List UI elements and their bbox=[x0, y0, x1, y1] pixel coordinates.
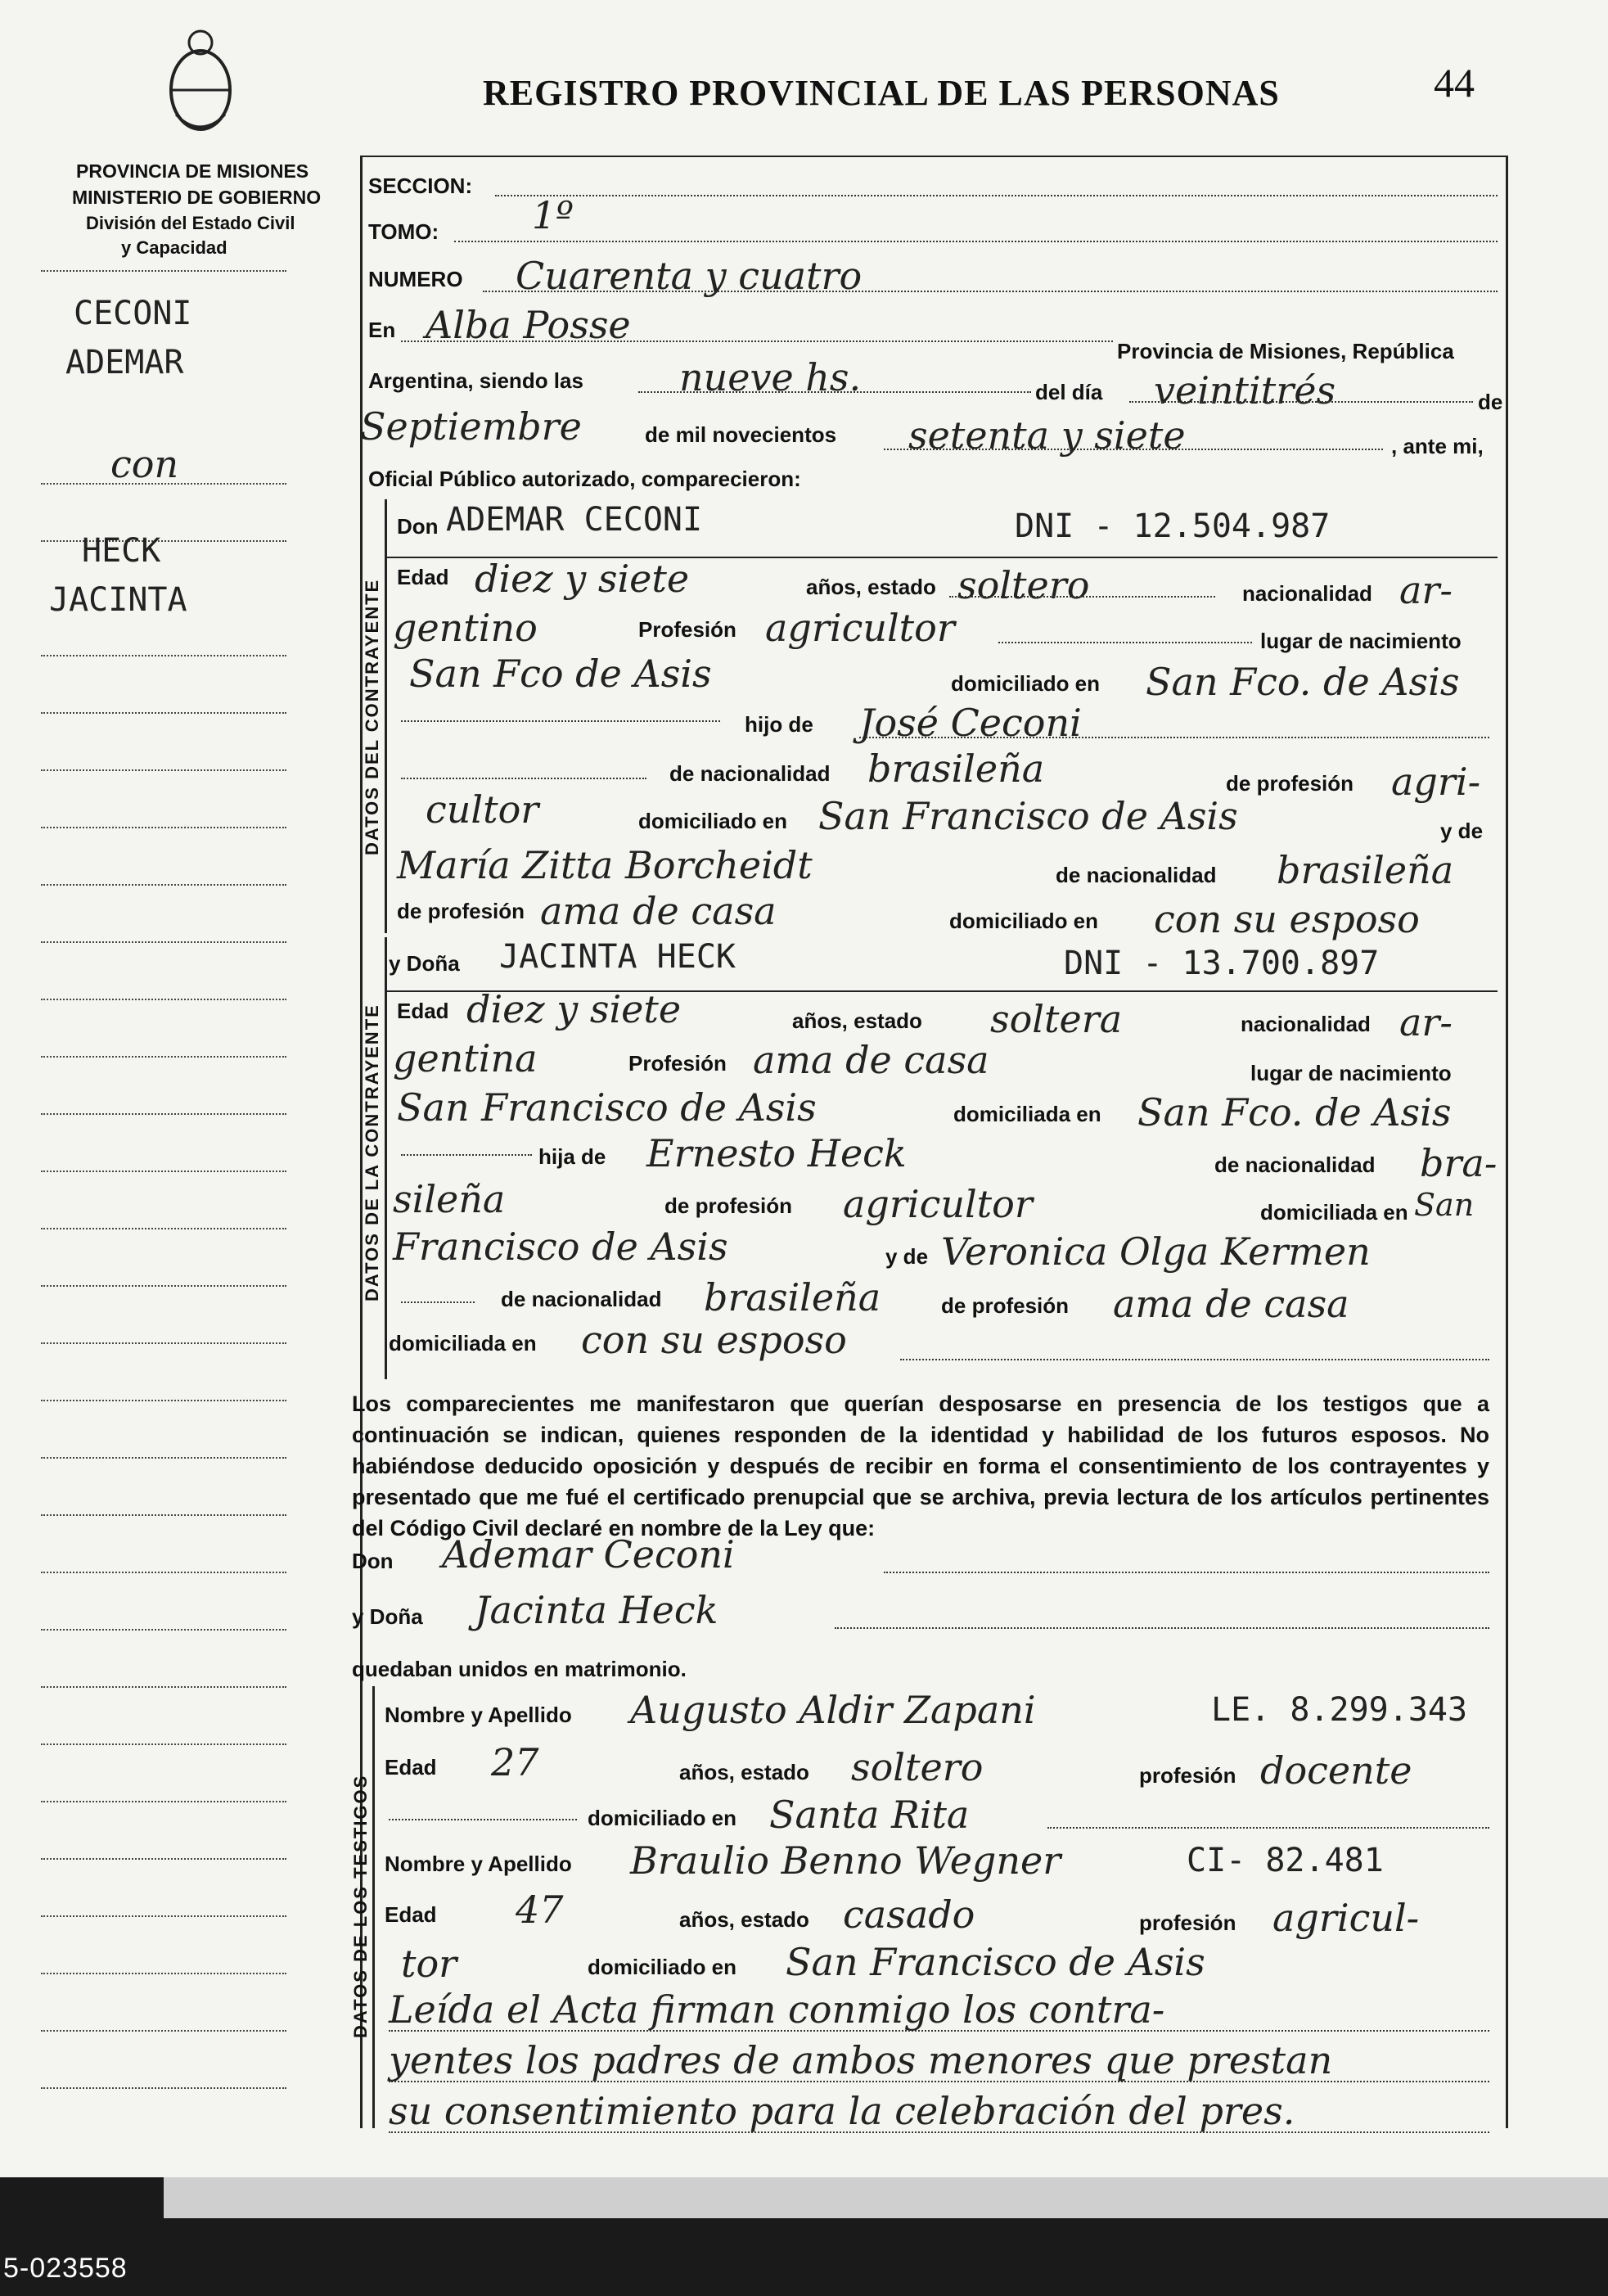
section-datos-contrayenta: DATOS DE LA CONTRAYENTE bbox=[362, 1004, 382, 1301]
label-y-de-2: y de bbox=[885, 1244, 929, 1269]
label-edad-2: Edad bbox=[397, 999, 449, 1023]
value-lugar: Alba Posse bbox=[426, 303, 631, 347]
value-don-dni: DNI - 12.504.987 bbox=[1015, 507, 1331, 545]
label-y-de-1: y de bbox=[1440, 819, 1484, 843]
label-de-nac-4: de nacionalidad bbox=[501, 1287, 662, 1311]
value-t1-estado: soltero bbox=[851, 1745, 984, 1789]
value-don-nombre: ADEMAR CECONI bbox=[446, 501, 703, 539]
value-dona-padre: Ernesto Heck bbox=[646, 1131, 907, 1175]
value-t2-nombre: Braulio Benno Wegner bbox=[630, 1838, 1061, 1883]
label-quedaban: quedaban unidos en matrimonio. bbox=[352, 1657, 687, 1681]
label-profesion-t1: profesión bbox=[1139, 1763, 1236, 1788]
coat-of-arms-icon bbox=[160, 25, 241, 139]
value-don-madre-nac: brasileña bbox=[1277, 848, 1454, 892]
value-nota-1: Leída el Acta firman conmigo los contra- bbox=[389, 1987, 1165, 2032]
label-profesion-t2: profesión bbox=[1139, 1910, 1236, 1935]
value-don-padre: José Ceconi bbox=[859, 701, 1082, 745]
label-domiciliada-3: domiciliada en bbox=[389, 1331, 537, 1355]
label-de-mil: de mil novecientos bbox=[645, 422, 837, 447]
value-don-edad: diez y siete bbox=[475, 557, 690, 601]
value-don-nac: ar- bbox=[1399, 568, 1453, 612]
value-dona-madre: Veronica Olga Kermen bbox=[941, 1229, 1371, 1274]
value-dona-nombre: JACINTA HECK bbox=[499, 938, 736, 976]
label-anos-estado-t2: años, estado bbox=[679, 1907, 809, 1932]
value-dia: veintitrés bbox=[1154, 368, 1336, 413]
label-domiciliado-2: domiciliado en bbox=[638, 809, 788, 833]
label-anos-estado-1: años, estado bbox=[806, 575, 936, 599]
margin-name-3: HECK bbox=[82, 532, 161, 570]
value-don-padre-nac: brasileña bbox=[867, 747, 1045, 791]
value-don-padre-prof-2: cultor bbox=[426, 787, 539, 832]
value-t2-estado: casado bbox=[843, 1892, 975, 1937]
value-t1-nombre: Augusto Aldir Zapani bbox=[630, 1688, 1036, 1732]
label-nacionalidad-2: nacionalidad bbox=[1241, 1012, 1371, 1036]
page-number: 44 bbox=[1434, 60, 1475, 106]
label-profesion-2: Profesión bbox=[628, 1051, 727, 1076]
value-dona-padre-nac-2: sileña bbox=[393, 1177, 506, 1221]
value-dona-padre-nac: bra- bbox=[1420, 1141, 1498, 1185]
value-nota-3: su consentimiento para la celebración del pres. bbox=[389, 2089, 1295, 2133]
label-seccion: SECCION: bbox=[368, 174, 473, 198]
label-de-1: de bbox=[1478, 390, 1503, 414]
value-decl-dona: Jacinta Heck bbox=[475, 1588, 718, 1632]
value-t1-dom: Santa Rita bbox=[769, 1793, 970, 1837]
value-t2-doc: CI- 82.481 bbox=[1187, 1842, 1384, 1879]
value-dona-padre-dom: San bbox=[1414, 1187, 1475, 1223]
label-nacionalidad-1: nacionalidad bbox=[1242, 581, 1372, 606]
label-de-prof-2: de profesión bbox=[397, 899, 525, 923]
header-division-2: y Capacidad bbox=[121, 237, 227, 258]
value-t1-edad: 27 bbox=[491, 1740, 539, 1784]
page-title: REGISTRO PROVINCIAL DE LAS PERSONAS bbox=[483, 73, 1280, 113]
value-nota-2: yentes los padres de ambos menores que prestan bbox=[389, 2038, 1333, 2082]
label-nombre-2: Nombre y Apellido bbox=[385, 1852, 572, 1876]
label-de-nac-3: de nacionalidad bbox=[1214, 1153, 1376, 1177]
label-de-prof-4: de profesión bbox=[941, 1293, 1070, 1318]
value-don-madre-prof: ama de casa bbox=[540, 889, 777, 933]
label-edad-t2: Edad bbox=[385, 1902, 437, 1927]
value-dona-madre-nac: brasileña bbox=[704, 1275, 881, 1319]
label-lugar-nac-2: lugar de nacimiento bbox=[1250, 1061, 1452, 1085]
value-don-madre: María Zitta Borcheidt bbox=[397, 843, 813, 887]
value-numero: Cuarenta y cuatro bbox=[516, 254, 863, 298]
label-domiciliado-1: domiciliado en bbox=[951, 671, 1101, 696]
label-argentina: Argentina, siendo las bbox=[368, 368, 583, 393]
header-ministry: MINISTERIO DE GOBIERNO bbox=[72, 187, 322, 208]
label-en: En bbox=[368, 318, 396, 342]
section-datos-testigos: DATOS DE LOS TESTIGOS bbox=[350, 1774, 371, 2038]
label-numero: NUMERO bbox=[368, 267, 463, 291]
label-domiciliada-1: domiciliada en bbox=[953, 1102, 1101, 1126]
value-t1-prof: docente bbox=[1260, 1748, 1412, 1793]
label-don: Don bbox=[397, 514, 439, 539]
scan-edge bbox=[164, 2177, 1608, 2218]
scan-code: 5-023558 bbox=[3, 2253, 128, 2284]
value-decl-don: Ademar Ceconi bbox=[442, 1532, 735, 1577]
label-de-nac-1: de nacionalidad bbox=[669, 761, 831, 786]
value-dona-nac-2: gentina bbox=[393, 1036, 538, 1080]
declaration-paragraph: Los comparecientes me manifestaron que querían desposarse en presencia de los testigos que a continuación se indican, quienes responden de la identidad y habilidad de los futuros esposos. No habiéndose deducido oposición y después de recibir en forma el consentimiento de los contrayentes y presentado que me fué el certificado prenupcial que se archiva, previa lectura de los artículos pertinentes del Código Civil declaré en nombre de la Ley que: bbox=[352, 1392, 1489, 1540]
label-domiciliado-t1: domiciliado en bbox=[588, 1806, 737, 1830]
value-tomo: 1º bbox=[532, 193, 574, 237]
value-dona-edad: diez y siete bbox=[466, 987, 682, 1031]
label-y-dona-2: y Doña bbox=[352, 1604, 423, 1629]
label-domiciliada-2: domiciliada en bbox=[1260, 1200, 1408, 1225]
header-province: PROVINCIA DE MISIONES bbox=[76, 160, 309, 182]
label-de-prof-1: de profesión bbox=[1226, 771, 1354, 796]
value-mes: Septiembre bbox=[360, 404, 582, 449]
label-oficial: Oficial Público autorizado, comparecieron: bbox=[368, 467, 801, 491]
margin-name-4: JACINTA bbox=[49, 581, 187, 619]
value-t2-prof-2: tor bbox=[401, 1942, 457, 1986]
value-don-madre-dom: con su esposo bbox=[1154, 897, 1420, 941]
margin-name-2: ADEMAR bbox=[65, 344, 184, 381]
label-de-prof-3: de profesión bbox=[664, 1193, 793, 1218]
value-dona-nac: ar- bbox=[1399, 1000, 1453, 1044]
value-dona-madre-prof: ama de casa bbox=[1113, 1282, 1349, 1326]
label-tomo: TOMO: bbox=[368, 219, 439, 244]
value-don-prof: agricultor bbox=[765, 606, 955, 650]
value-hora: nueve hs. bbox=[679, 355, 862, 399]
value-dona-padre-prof: agricultor bbox=[843, 1182, 1033, 1226]
label-y-dona-1: y Doña bbox=[389, 951, 460, 976]
value-don-padre-dom: San Francisco de Asis bbox=[818, 794, 1238, 838]
label-hijo-de: hijo de bbox=[745, 712, 813, 737]
value-dona-padre-dom-2: Francisco de Asis bbox=[393, 1225, 728, 1269]
label-domiciliado-t2: domiciliado en bbox=[588, 1955, 737, 1979]
value-don-padre-prof: agri- bbox=[1391, 760, 1481, 804]
label-provincia: Provincia de Misiones, República bbox=[1117, 339, 1454, 363]
section-datos-contrayente: DATOS DEL CONTRAYENTE bbox=[362, 578, 382, 855]
label-nombre-1: Nombre y Apellido bbox=[385, 1703, 572, 1727]
label-del-dia: del día bbox=[1035, 380, 1103, 404]
value-dona-madre-dom: con su esposo bbox=[581, 1318, 847, 1362]
margin-name-1: CECONI bbox=[74, 295, 192, 332]
value-dona-dni: DNI - 13.700.897 bbox=[1064, 945, 1380, 982]
value-don-estado: soltero bbox=[957, 563, 1090, 607]
value-t1-doc: LE. 8.299.343 bbox=[1211, 1691, 1468, 1729]
label-profesion-1: Profesión bbox=[638, 617, 736, 642]
label-anos-estado-2: años, estado bbox=[792, 1008, 922, 1033]
value-don-lugar: San Fco de Asis bbox=[409, 652, 712, 696]
value-don-nac-2: gentino bbox=[393, 606, 538, 650]
value-t2-dom: San Francisco de Asis bbox=[786, 1940, 1205, 1984]
label-edad-t1: Edad bbox=[385, 1755, 437, 1780]
value-dona-prof: ama de casa bbox=[753, 1038, 989, 1082]
label-domiciliado-3: domiciliado en bbox=[949, 909, 1099, 933]
label-hija-de: hija de bbox=[538, 1144, 606, 1169]
label-edad-1: Edad bbox=[397, 565, 449, 589]
label-de-nac-2: de nacionalidad bbox=[1056, 863, 1217, 887]
value-dona-estado: soltera bbox=[990, 997, 1123, 1041]
value-t2-edad: 47 bbox=[516, 1888, 564, 1932]
value-dona-domicilio: San Fco. de Asis bbox=[1137, 1090, 1452, 1134]
label-lugar-nac-1: lugar de nacimiento bbox=[1260, 629, 1462, 653]
margin-con: con bbox=[110, 442, 179, 486]
label-ante-mi: , ante mi, bbox=[1391, 434, 1484, 458]
value-dona-lugar: San Francisco de Asis bbox=[397, 1085, 817, 1130]
value-t2-prof: agricul- bbox=[1272, 1896, 1420, 1940]
header-division: División del Estado Civil bbox=[86, 213, 295, 233]
value-don-domicilio: San Fco. de Asis bbox=[1146, 660, 1460, 704]
label-don-decl: Don bbox=[352, 1549, 394, 1573]
label-anos-estado-t1: años, estado bbox=[679, 1760, 809, 1784]
value-anio: setenta y siete bbox=[908, 413, 1186, 458]
